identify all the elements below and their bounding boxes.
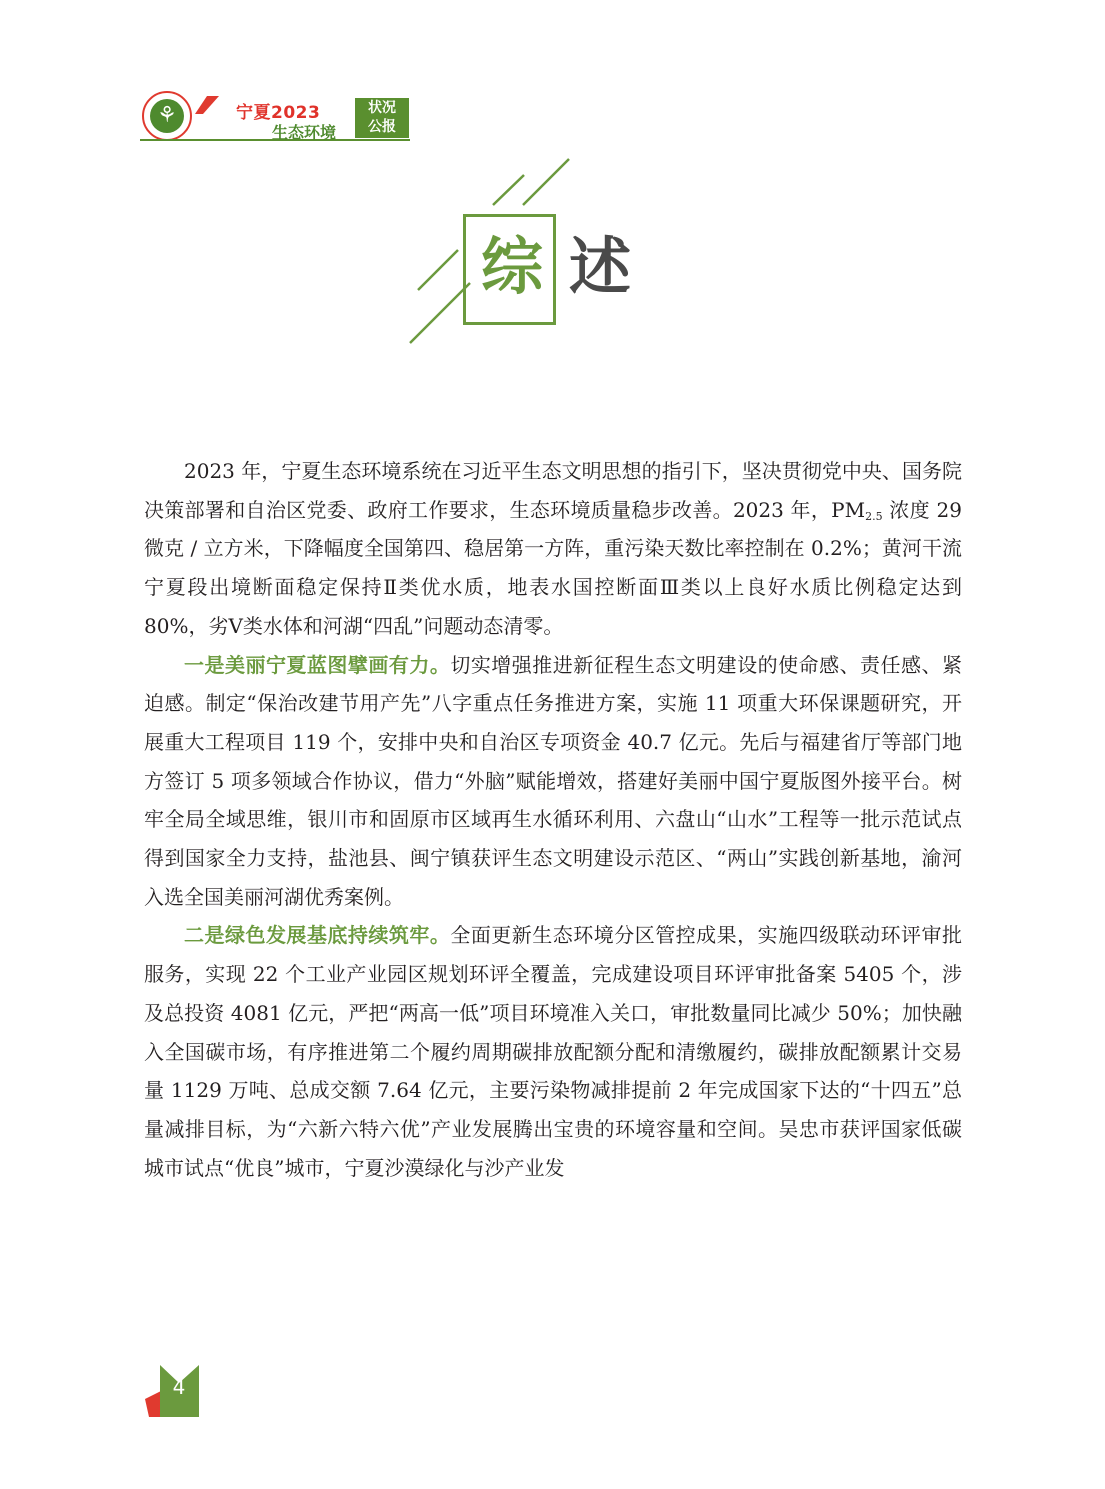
section-title-char2: 述 xyxy=(569,230,632,303)
paragraph-3-text: 全面更新生态环境分区管控成果，实施四级联动环评审批服务，实现 22 个工业产业园区规划环评全覆盖，完成建设项目环评审批备案 5405 个，涉及总投资 4081 亿元，严把“两高一低”项目环境准入关口，审批数量同比减少 50%；加快融入全国碳市场，有序推进第二个履约周期碳排放配额分配和清缴履约，碳排放配额累计交易量 1129 万吨、总成交额 7.64 亿元，主要污染物减排提前 2 年完成国家下达的“十四五”总量减排目标，为“六新六特六优”产业发展腾出宝贵的环境容量和空间。吴忠市获评国家低碳城市试点“优良”城市，宁夏沙漠绿化与沙产业发 xyxy=(144,923,963,1180)
paragraph-3 xyxy=(144,916,962,1187)
report-badge xyxy=(355,98,409,138)
logo xyxy=(142,91,192,141)
badge-line2: 公报 xyxy=(368,119,396,135)
report-title-line2: 生态环境 xyxy=(272,123,337,142)
section-title-char1: 综 xyxy=(481,230,544,303)
paragraph-2-heading: 一是美丽宁夏蓝图擘画有力。 xyxy=(184,652,451,677)
red-wedge-icon xyxy=(195,96,219,114)
pm-subscript: 2.5 xyxy=(865,509,883,523)
page-header xyxy=(0,0,1105,160)
paragraph-2-text: 切实增强推进新征程生态文明建设的使命感、责任感、紧迫感。制定“保治改建节用产先”八字重点任务推进方案，实施 11 项重大环保课题研究，开展重大工程项目 119 个，安排中央和自治区专项资金 40.7 亿元。先后与福建省厅等部门地方签订 5 项多领域合作协议，借力“外脑”赋能增效，搭建好美丽中国宁夏版图外接平台。树牢全局全域思维，银川市和固原市区域再生水循环利用、六盘山“山水”工程等一批示范试点得到国家全力支持，盐池县、闽宁镇获评生态文明建设示范区、“两山”实践创新基地，渝河入选全国美丽河湖优秀案例。 xyxy=(144,652,963,909)
body-text xyxy=(144,452,962,1187)
report-title-line1: 宁夏2023 xyxy=(236,103,321,123)
paragraph-1-part-b: 浓度 29 微克 / 立方米，下降幅度全国第四、稳居第一方阵，重污染天数比率控制在 0.2%；黄河干流宁夏段出境断面稳定保持Ⅱ类优水质，地表水国控断面Ⅲ类以上良好水质比例稳定达到 80%，劣Ⅴ类水体和河湖“四乱”问题动态清零。 xyxy=(144,497,962,638)
tree-emblem-icon: ⚘ xyxy=(150,99,184,133)
paragraph-3-heading: 二是绿色发展基底持续筑牢。 xyxy=(184,923,451,948)
page-number: 4 xyxy=(172,1375,186,1399)
paragraph-1 xyxy=(144,452,962,646)
paragraph-1-part-a: 2023 年，宁夏生态环境系统在习近平生态文明思想的指引下，坚决贯彻党中央、国务院决策部署和自治区党委、政府工作要求，生态环境质量稳步改善。2023 年，PM xyxy=(144,459,962,522)
paragraph-2 xyxy=(144,646,962,917)
badge-line1: 状况 xyxy=(368,100,396,116)
